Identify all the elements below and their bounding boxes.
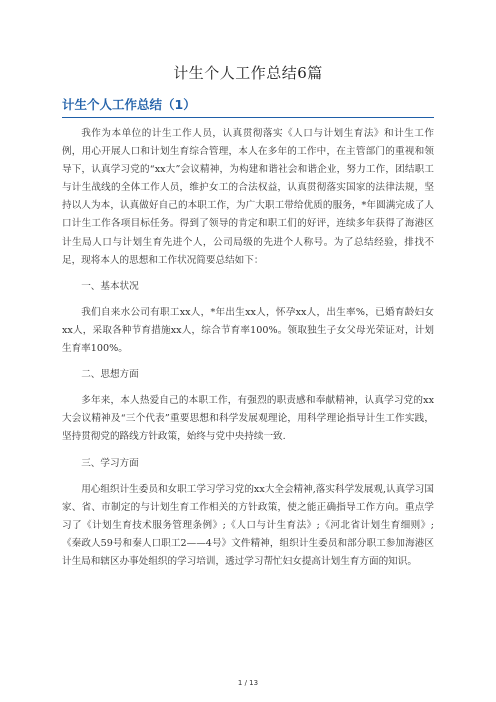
page-number: 1 / 13 <box>237 679 259 687</box>
subheading-basic-status: 一、基本状况 <box>81 280 139 292</box>
paragraph-ideology: 多年来，本人热爱自己的本职工作，有强烈的职责感和奉献精神，认真学习党的xx大会议精神及“三个代表”重要思想和科学发展观理论，用科学理论指导计生工作实践，坚持贯彻党的路线方针政策，始终与党中央持续一致. <box>62 395 434 443</box>
section-heading: 计生个人工作总结（1） <box>62 96 434 118</box>
paragraph-intro: 我作为本单位的计生工作人员，认真贯彻落实《人口与计划生育法》和计生工作例，用心开展人口和计划生育综合管理，本人在多年的工作中，在主管部门的重视和领导下，认真学习党的“xx大”会议精神，为构建和谐社会和谐企业，努力工作，团结职工与计生战线的全体工作人员，维护女工的合法权益，认真贯彻落实国家的法律法规，坚持以人为本，认真做好自己的本职工作，为广大职工带给优质的服务，*年圆满完成了人口计生工作各项目标任务。得到了领导的肯定和职工们的好评，连续多年获得了海港区计生局人口与计划生育先进个人，公司局级的先进个人称号。为了总结经验，排找不足，现将本人的思想和工作状况简要总结如下： <box>62 128 434 266</box>
document-title: 计生个人工作总结6篇 <box>173 64 323 82</box>
paragraph-basic-status: 我们自来水公司有职工xx人，*年出生xx人，怀孕xx人，出生率%，已婚育龄妇女xx人，采取各种节育措施xx人，综合节育率100%。领取独生子女父母光荣证对，计划生育率100%。 <box>62 306 434 355</box>
subheading-study: 三、学习方面 <box>81 457 139 469</box>
subheading-ideology: 二、思想方面 <box>81 369 139 381</box>
paragraph-study: 用心组织计生委员和女职工学习学习党的xx大全会精神,落实科学发展观,认真学习国家、省、市制定的与计划生育工作相关的方针政策，使之能正确指导工作方向。重点学习了《计划生育技术服务管理条例》;《人口与计生育法》;《河北省计划生育细则》;《秦政人59号和秦人口职工2——4号》文件精神，组织计生委员和部分职工参加海港区计生局和辖区办事处组织的学习培训，透过学习帮忙妇女提高计划生育方面的知识。 <box>62 483 434 567</box>
document-body <box>62 125 434 579</box>
